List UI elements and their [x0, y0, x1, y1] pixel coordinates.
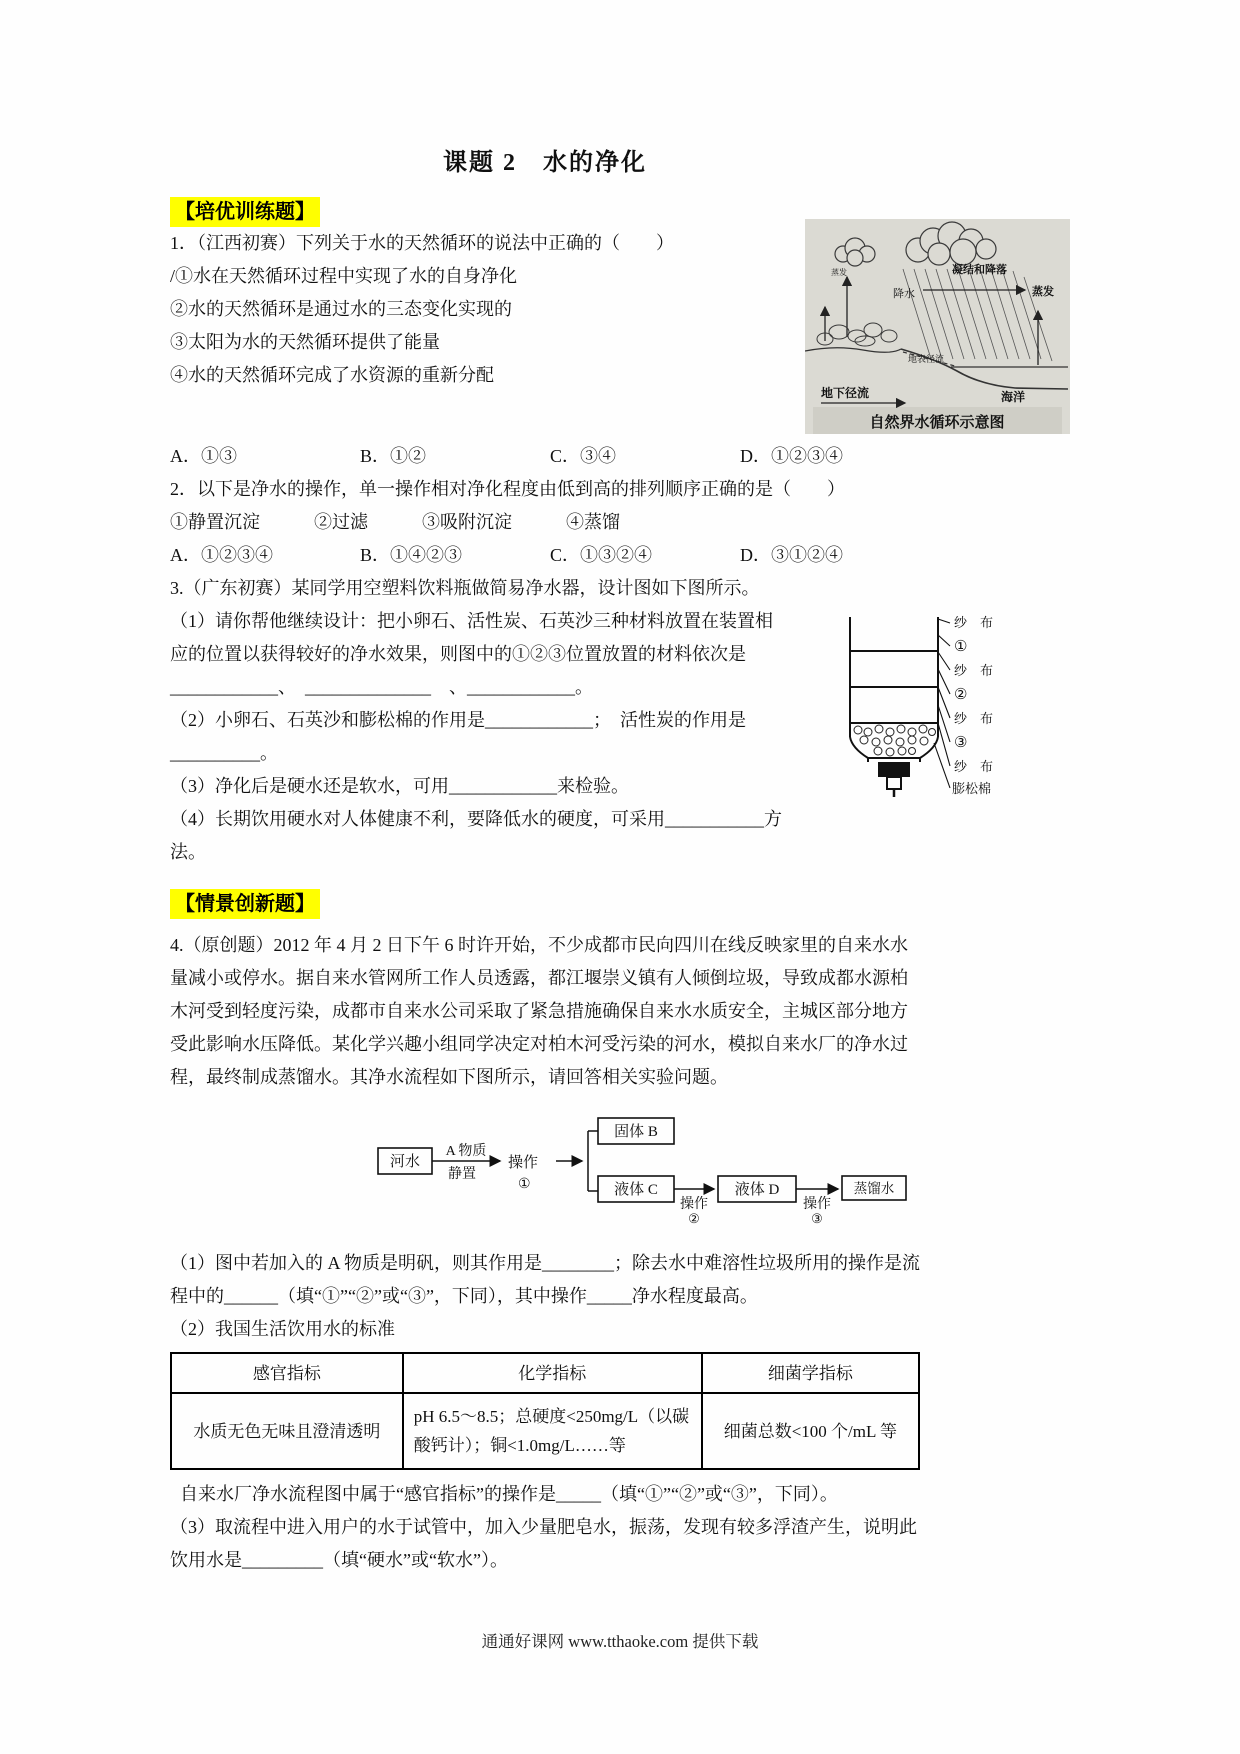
- table-header-chemical: 化学指标: [403, 1353, 702, 1393]
- q1-item-3: ③太阳为水的天然循环提供了能量: [170, 332, 440, 352]
- q3-part-1: （1）请你帮他继续设计：把小卵石、活性炭、石英沙三种材料放置在装置相应的位置以获得较好的净水效果，则图中的①②③位置放置的材料依次是____________、 ______________ 、____________。: [170, 611, 773, 697]
- flow-box-river: 河水: [389, 1154, 421, 1170]
- q2-items: ①静置沉淀 ②过滤 ③吸附沉淀 ④蒸馏: [170, 512, 620, 532]
- bottle-label-gauze-4: 纱 布: [954, 759, 994, 774]
- q2-option-c: C．①③②④: [550, 545, 653, 565]
- cycle-label-surface-runoff: 地表径流: [908, 354, 945, 364]
- bottle-outline: [850, 617, 938, 762]
- cycle-label-evaporation-right: 蒸发: [1032, 286, 1054, 298]
- table-cell-sensory: 水质无色无味且澄清透明: [171, 1393, 403, 1469]
- flow-label-operation-3: 操作: [803, 1197, 831, 1212]
- q1-options: [170, 440, 920, 473]
- cycle-label-precipitation: 降水: [893, 288, 915, 300]
- bottle-label-gauze-2: 纱 布: [954, 663, 994, 678]
- bottle-label-layer-1: ①: [954, 639, 968, 655]
- question-3: [170, 572, 994, 869]
- question-4: [170, 929, 920, 1577]
- q1-item-1: /①水在天然循环过程中实现了水的自身净化: [170, 266, 517, 286]
- cycle-label-ocean: 海洋: [1001, 390, 1026, 404]
- bottle-label-layer-3: ③: [954, 735, 968, 751]
- flow-label-operation-3-number: ③: [811, 1211, 823, 1226]
- bottle-label-gauze-3: 纱 布: [954, 711, 994, 726]
- table-header-bacteriological: 细菌学指标: [702, 1353, 919, 1393]
- question-2: [170, 473, 920, 572]
- cycle-caption: 自然界水循环示意图: [869, 415, 1005, 431]
- q1-stem: 1．（江西初赛）下列关于水的天然循环的说法中正确的（ ）: [170, 233, 674, 253]
- page-title: 课题 2 水的净化: [443, 150, 647, 176]
- bottle-label-gauze-1: 纱 布: [954, 615, 994, 630]
- table-cell-bacteriological: 细菌总数<100 个/mL 等: [702, 1393, 919, 1469]
- q4-after-table: 自来水厂净水流程图中属于“感官指标”的操作是_____（填“①”“②”或“③”，下同）。: [180, 1484, 838, 1504]
- drinking-water-standards-table: [170, 1352, 920, 1470]
- q1-item-2: ②水的天然循环是通过水的三态变化实现的: [170, 299, 512, 319]
- content-column: [170, 0, 1054, 1577]
- flow-label-operation-1: 操作: [508, 1155, 539, 1171]
- q2-option-b: B．①④②③: [360, 545, 463, 565]
- cycle-label-condense: 凝结和降落: [952, 264, 1007, 276]
- flow-box-liquid-c: 液体 C: [614, 1182, 658, 1198]
- flow-label-settle: 静置: [448, 1167, 476, 1182]
- bottle-nozzle: [887, 777, 901, 789]
- cotton-pebble-texture: [854, 725, 936, 756]
- cycle-label-underground-runoff: 地下径流: [821, 386, 870, 400]
- label-leader-lines: [934, 619, 950, 788]
- section-header-innovation: 【情景创新题】: [170, 889, 320, 919]
- water-cycle-figure: [805, 219, 1070, 434]
- flow-label-operation-2-number: ②: [688, 1211, 700, 1226]
- purification-flow-figure: [350, 1108, 920, 1231]
- flow-box-solid-b: 固体 B: [614, 1124, 658, 1140]
- cycle-label-evaporation-left: 蒸发: [831, 268, 847, 277]
- flow-box-distilled-water: 蒸馏水: [853, 1181, 895, 1196]
- q1-option-b: B．①②: [360, 446, 427, 466]
- page-footer: 通通好课网 www.tthaoke.com 提供下载: [481, 1632, 759, 1651]
- question-1: [170, 227, 1054, 473]
- q3-stem: 3.（广东初赛）某同学用空塑料饮料瓶做简易净水器，设计图如下图所示。: [170, 578, 760, 598]
- flow-label-substance-a: A 物质: [445, 1144, 487, 1159]
- q4-part-3: （3）取流程中进入用户的水于试管中，加入少量肥皂水，振荡，发现有较多浮渣产生，说明此饮用水是_________（填“硬水”或“软水”）。: [170, 1517, 917, 1570]
- q3-body: [170, 605, 994, 869]
- bottle-cap: [878, 762, 910, 777]
- bottle-purifier-figure: [792, 611, 1012, 807]
- q2-stem: 2．以下是净水的操作，单一操作相对净化程度由低到高的排列顺序正确的是（ ）: [170, 479, 845, 499]
- q2-options: [170, 539, 920, 572]
- flow-label-operation-2: 操作: [680, 1197, 708, 1212]
- bottle-label-layer-2: ②: [954, 687, 968, 703]
- q3-part-4: （4）长期饮用硬水对人体健康不利，要降低水的硬度，可采用___________方法。: [170, 809, 782, 862]
- table-data-row: [171, 1393, 919, 1469]
- section-header-training: 【培优训练题】: [170, 197, 320, 227]
- q2-option-d: D．③①②④: [740, 545, 843, 565]
- q4-part-2-heading: （2）我国生活饮用水的标准: [170, 1319, 395, 1339]
- q1-option-d: D．①②③④: [740, 446, 843, 466]
- q3-part-2: （2）小卵石、石英沙和膨松棉的作用是____________； 活性炭的作用是__________。: [170, 710, 746, 763]
- q4-part-1: （1）图中若加入的 A 物质是明矾，则其作用是________；除去水中难溶性垃圾所用的操作是流程中的______（填“①”“②”或“③”，下同），其中操作_____净水程度最高。: [170, 1253, 921, 1306]
- flow-label-operation-1-number: ①: [518, 1177, 531, 1192]
- flow-box-liquid-d: 液体 D: [734, 1182, 780, 1198]
- q2-option-a: A．①②③④: [170, 545, 273, 565]
- q1-item-4: ④水的天然循环完成了水资源的重新分配: [170, 365, 494, 385]
- q1-option-a: A．①③: [170, 446, 237, 466]
- table-header-sensory: 感官指标: [171, 1353, 403, 1393]
- table-cell-chemical: pH 6.5～8.5；总硬度<250mg/L（以碳酸钙计）；铜<1.0mg/L……等: [403, 1393, 702, 1469]
- table-header-row: [171, 1353, 919, 1393]
- flow-diagram: [350, 1108, 910, 1226]
- q3-part-3: （3）净化后是硬水还是软水，可用____________来检验。: [170, 776, 629, 796]
- q4-intro: 4.（原创题）2012 年 4 月 2 日下午 6 时许开始，不少成都市民向四川在线反映家里的自来水水量减小或停水。据自来水管网所工作人员透露，都江堰崇义镇有人倾倒垃圾，导致成都水源柏木河受到轻度污染，成都市自来水公司采取了紧急措施确保自来水水质安全，主城区部分地方受此影响水压降低。某化学兴趣小组同学决定对柏木河受污染的河水，模拟自来水厂的净水过程，最终制成蒸馏水。其净水流程如下图所示，请回答相关实验问题。: [170, 935, 908, 1087]
- bottle-label-cotton: 膨松棉: [952, 781, 992, 796]
- q1-option-c: C．③④: [550, 446, 617, 466]
